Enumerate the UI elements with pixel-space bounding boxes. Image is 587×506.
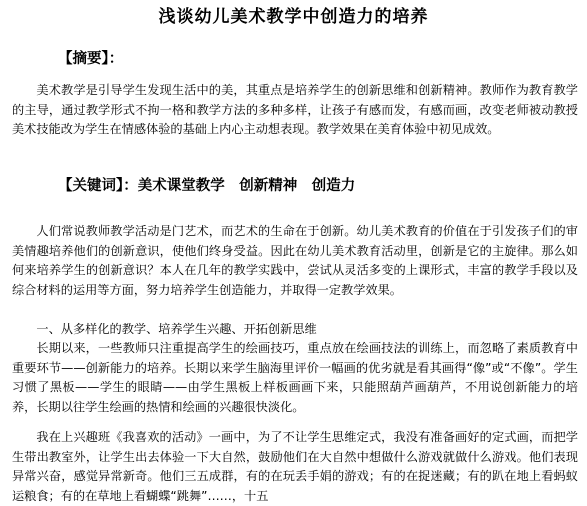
abstract-heading: 【摘要】： [58,51,124,67]
keywords-heading: 【关键词】：美术课堂教学 创新精神 创造力 [58,178,356,194]
abstract-paragraph: 美术教学是引导学生发现生活中的美，其重点是培养学生的创新思维和创新精神。教师作为教育教学的主导，通过教学形式不拘一格和教学方法的多种多样，让孩子有感而发，有感而画，改变老师被动教授美术技能改为学生在情感体验的基础上内心主动想表现。教学效果在美育体验中初见成效。 [12,83,578,137]
body-paragraph-1: 长期以来，一些教师只注重提高学生的绘画技巧，重点放在绘画技法的训练上，而忽略了素质教育中重要环节——创新能力的培养。长期以来学生脑海里评价一幅画的优劣就是看其画得“像”或“不像”。学生习惯了黑板——学生的眼睛——由学生黑板上样板画画下来，只能照葫芦画葫芦，不用说创新能力的培养，长期以往学生绘画的热情和绘画的兴趣很快淡化。 [12,341,578,414]
intro-paragraph: 人们常说教师教学活动是门艺术，而艺术的生命在于创新。幼儿美术教育的价值在于引发孩子们的审美情趣培养他们的创新意识，使他们终身受益。因此在幼儿美术教育活动里，创新是它的主旋律。那么如何来培养学生的创新意识？本人在几年的教学实践中，尝试从灵活多变的上课形式，丰富的教学手段以及综合材料的运用等方面，努力培养学生创造能力，并取得一定教学效果。 [12,224,578,297]
section-heading: 一、从多样化的教学、培养学生兴趣、开拓创新思维 [36,322,317,336]
article-title: 浅谈幼儿美术教学中创造力的培养 [158,7,429,27]
body-paragraph-2: 我在上兴趣班《我喜欢的活动》一画中，为了不让学生思维定式，我没有准备画好的定式画，而把学生带出教室外，让学生出去体验一下大自然，鼓励他们在大自然中想做什么游戏就做什么游戏。他们表现异常兴奋，感觉异常新奇。他们三五成群，有的在玩丢手娟的游戏；有的在捉迷藏；有的趴在地上看蚂蚁运粮食；有的在草地上看蝴蝶“跳舞”……，十五 [12,430,578,503]
